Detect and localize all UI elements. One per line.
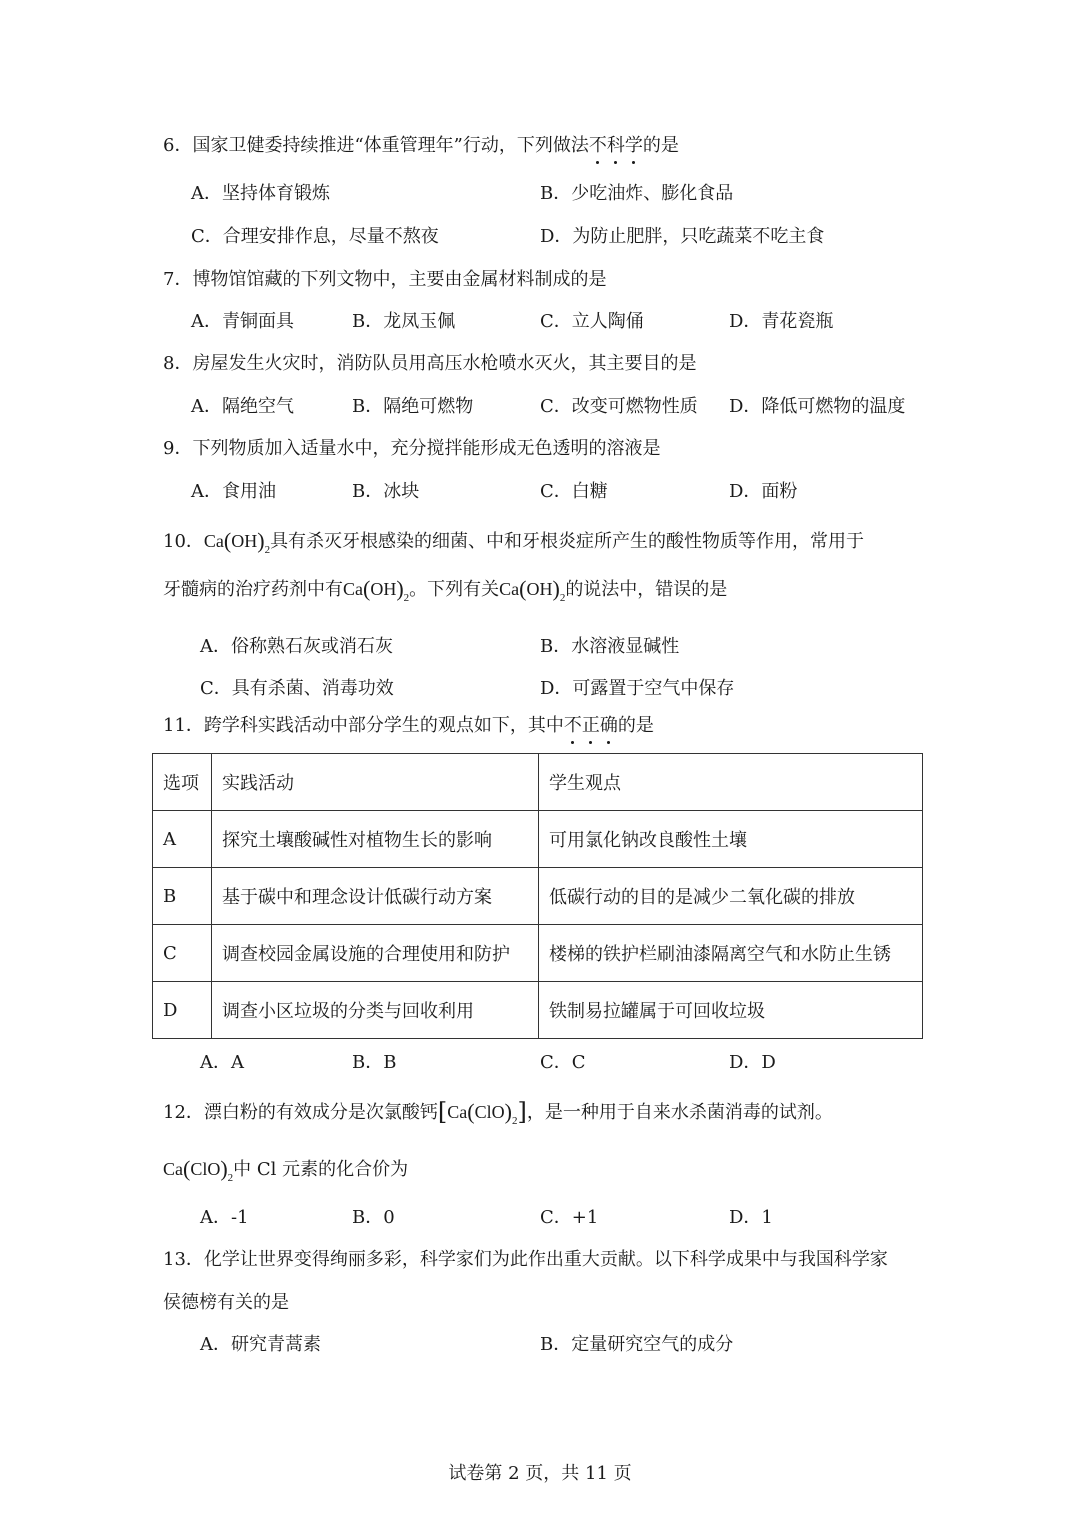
- question-6-option-a: A．坚持体育锻炼: [191, 183, 330, 204]
- question-8-option-a: A．隔绝空气: [191, 396, 294, 417]
- question-10-option-a: A．俗称熟石灰或消石灰: [200, 636, 393, 657]
- table-header-cell: 选项: [153, 754, 212, 811]
- formula-calcium-hydroxide: $Ca(OH)_2$: [203, 528, 271, 556]
- table-cell: D: [153, 982, 212, 1039]
- table-header-cell: 学生观点: [539, 754, 923, 811]
- question-10-option-b: B．水溶液显碱性: [540, 636, 680, 657]
- emphasis-char: 科: [606, 135, 625, 156]
- emphasis-char: 学: [624, 135, 643, 156]
- question-9-option-d: D．面粉: [729, 481, 798, 502]
- table-cell: 调查校园金属设施的合理使用和防护: [212, 925, 539, 982]
- formula-calcium-hydroxide: $Ca(OH)_2$: [343, 576, 410, 604]
- question-7-option-c: C．立人陶俑: [540, 311, 644, 332]
- table-row: [153, 811, 923, 868]
- question-9-option-b: B．冰块: [352, 481, 420, 502]
- table-row: [153, 925, 923, 982]
- formula-calcium-hypochlorite: $Ca(ClO)_2$: [163, 1156, 234, 1184]
- question-7-option-b: B．龙凤玉佩: [352, 311, 456, 332]
- table-row: [153, 868, 923, 925]
- question-12-option-a: A．-1: [200, 1207, 249, 1228]
- question-10-stem-line-1: 10．$Ca(OH)_2$具有杀灭牙根感染的细菌、中和牙根炎症所产生的酸性物质等作用，常用于: [163, 528, 865, 556]
- table-cell: 基于碳中和理念设计低碳行动方案: [212, 868, 539, 925]
- question-6-stem: 6．国家卫健委持续推进“体重管理年”行动，下列做法不科学的是: [163, 135, 679, 156]
- question-13-stem-line-1: 13．化学让世界变得绚丽多彩，科学家们为此作出重大贡献。以下科学成果中与我国科学家: [163, 1249, 888, 1270]
- emphasis-char: 确: [599, 715, 618, 736]
- question-12-option-c: C．+1: [540, 1207, 599, 1228]
- question-7-option-a: A．青铜面具: [191, 311, 294, 332]
- page-footer: 试卷第 2 页，共 11 页: [448, 1463, 632, 1484]
- emphasis-char: 正: [581, 715, 600, 736]
- question-13-option-b: B．定量研究空气的成分: [540, 1334, 734, 1355]
- table-cell: 调查小区垃圾的分类与回收利用: [212, 982, 539, 1039]
- question-11-option-a: A．A: [200, 1052, 244, 1073]
- table-cell: 低碳行动的目的是减少二氧化碳的排放: [539, 868, 923, 925]
- question-9-stem: 9．下列物质加入适量水中，充分搅拌能形成无色透明的溶液是: [163, 438, 661, 459]
- question-8-stem: 8．房屋发生火灾时，消防队员用高压水枪喷水灭火，其主要目的是: [163, 353, 697, 374]
- question-11-option-c: C．C: [540, 1052, 586, 1073]
- emphasis-char: 不: [588, 135, 607, 156]
- table-cell: 探究土壤酸碱性对植物生长的影响: [212, 811, 539, 868]
- question-6-option-c: C．合理安排作息，尽量不熬夜: [191, 226, 439, 247]
- question-7-option-d: D．青花瓷瓶: [729, 311, 834, 332]
- question-11-option-b: B．B: [352, 1052, 397, 1073]
- question-10-stem-line-2: 牙髓病的治疗药剂中有$Ca(OH)_2$。下列有关$Ca(OH)_2$的说法中，错误的是: [163, 576, 728, 604]
- question-12-option-b: B．0: [352, 1207, 395, 1228]
- question-11-option-d: D．D: [729, 1052, 776, 1073]
- formula-calcium-hydroxide: $Ca(OH)_2$: [499, 576, 566, 604]
- formula-calcium-hypochlorite: $Ca(ClO)_2$: [447, 1099, 518, 1127]
- question-6-option-d: D．为防止肥胖，只吃蔬菜不吃主食: [540, 226, 825, 247]
- table-cell: C: [153, 925, 212, 982]
- question-9-option-c: C．白糖: [540, 481, 608, 502]
- question-8-option-b: B．隔绝可燃物: [352, 396, 474, 417]
- question-11-stem: 11．跨学科实践活动中部分学生的观点如下，其中不正确的是: [163, 715, 654, 736]
- question-6-option-b: B．少吃油炸、膨化食品: [540, 183, 734, 204]
- question-10-option-d: D．可露置于空气中保存: [540, 678, 735, 699]
- table-header-row: [153, 754, 923, 811]
- question-12-stem-line-2: $Ca(ClO)_2$中 Cl 元素的化合价为: [163, 1156, 409, 1184]
- question-10-option-c: C．具有杀菌、消毒功效: [200, 678, 394, 699]
- question-9-option-a: A．食用油: [191, 481, 276, 502]
- question-13-stem-line-2: 侯德榜有关的是: [163, 1292, 289, 1313]
- table-header-cell: 实践活动: [212, 754, 539, 811]
- question-13-option-a: A．研究青蒿素: [200, 1334, 321, 1355]
- question-7-stem: 7．博物馆馆藏的下列文物中，主要由金属材料制成的是: [163, 269, 607, 290]
- table-cell: 铁制易拉罐属于可回收垃圾: [539, 982, 923, 1039]
- question-12-stem-line-1: 12．漂白粉的有效成分是次氯酸钙$[Ca(ClO)_2]$，是一种用于自来水杀菌消毒的试剂。: [163, 1098, 833, 1127]
- table-row: [153, 982, 923, 1039]
- question-8-option-d: D．降低可燃物的温度: [729, 396, 906, 417]
- table-cell: 可用氯化钠改良酸性土壤: [539, 811, 923, 868]
- table-cell: A: [153, 811, 212, 868]
- emphasis-char: 不: [563, 715, 582, 736]
- table-cell: B: [153, 868, 212, 925]
- question-8-option-c: C．改变可燃物性质: [540, 396, 698, 417]
- table-cell: 楼梯的铁护栏刷油漆隔离空气和水防止生锈: [539, 925, 923, 982]
- question-12-option-d: D．1: [729, 1207, 773, 1228]
- question-11-table: [152, 753, 923, 1039]
